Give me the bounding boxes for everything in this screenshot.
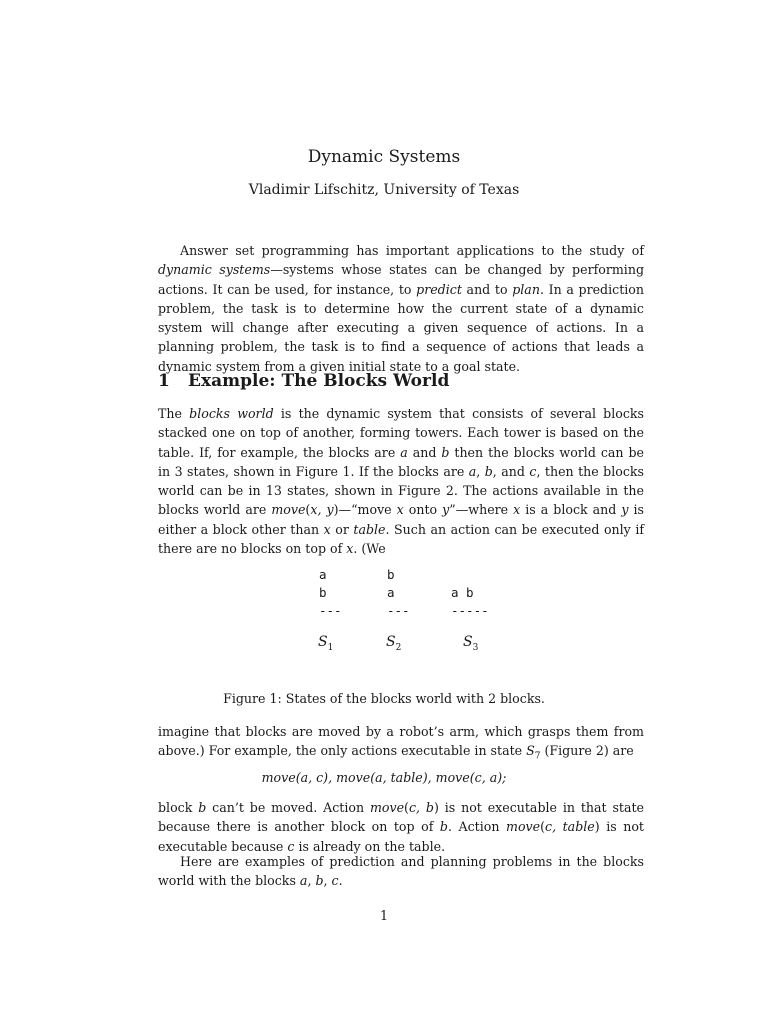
state-s1-blocks: a b --- (319, 567, 342, 618)
author-line: Vladimir Lifschitz, University of Texas (248, 182, 520, 198)
state-s2-label: $S_2$ (386, 634, 402, 653)
state-s1-label: $S_1$ (318, 634, 334, 653)
abstract-paragraph: Answer set programming has important applications to the study of dynamic systems—systems whose states can be changed by performing actions. It can be used, for instance, to predict and to plan. In a prediction problem, the task is to determine how the current state of a dynamic system will change after executing a given sequence of actions. In a planning problem, the task is to find a sequence of actions that leads a dynamic system from a given initial state to a goal state. (158, 243, 645, 374)
state-s2-blocks: b a --- (387, 567, 410, 618)
state-s3-blocks: a b ----- (451, 585, 489, 618)
figure-caption: Figure 1: States of the blocks world with 2 blocks. (223, 691, 545, 706)
section-heading (158, 369, 449, 393)
display-equation: move(a, c), move(a, table), move(c, a); (261, 770, 507, 785)
state-s3-label: $S_3$ (463, 634, 479, 653)
section-title: Example: The Blocks World (188, 371, 450, 391)
paper-title: Dynamic Systems (307, 147, 461, 167)
page-number: 1 (379, 908, 388, 923)
body-paragraph: imagine that blocks are moved by a robot’s arm, which grasps them from above.) For example, the only actions executable in state $S_7$ (Figure 2) are (158, 724, 644, 762)
body-paragraph: block b can’t be moved. Action move(c, b) is not executable in that state because there is another block on top of b. Action move(c, table) is not executable because c is already on the table. (158, 800, 645, 854)
body-paragraph: The blocks world is the dynamic system that consists of several blocks stacked one on top of another, forming towers. Each tower is based on the table. If, for example, the blocks are a and b then the blocks world can be in 3 states, shown in Figure 1. If the blocks are a, b, and c, then the blocks world can be in 13 states, shown in Figure 2. The actions available in the blocks world are move(x, y)—“move x onto y”—where x is a block and y is either a block other than x or table. Such an action can be executed only if there are no blocks on top of x. (We (158, 406, 645, 557)
section-number: 1 (158, 371, 170, 391)
body-paragraph: Here are examples of prediction and planning problems in the blocks world with the blocks a, b, c. (158, 854, 644, 889)
